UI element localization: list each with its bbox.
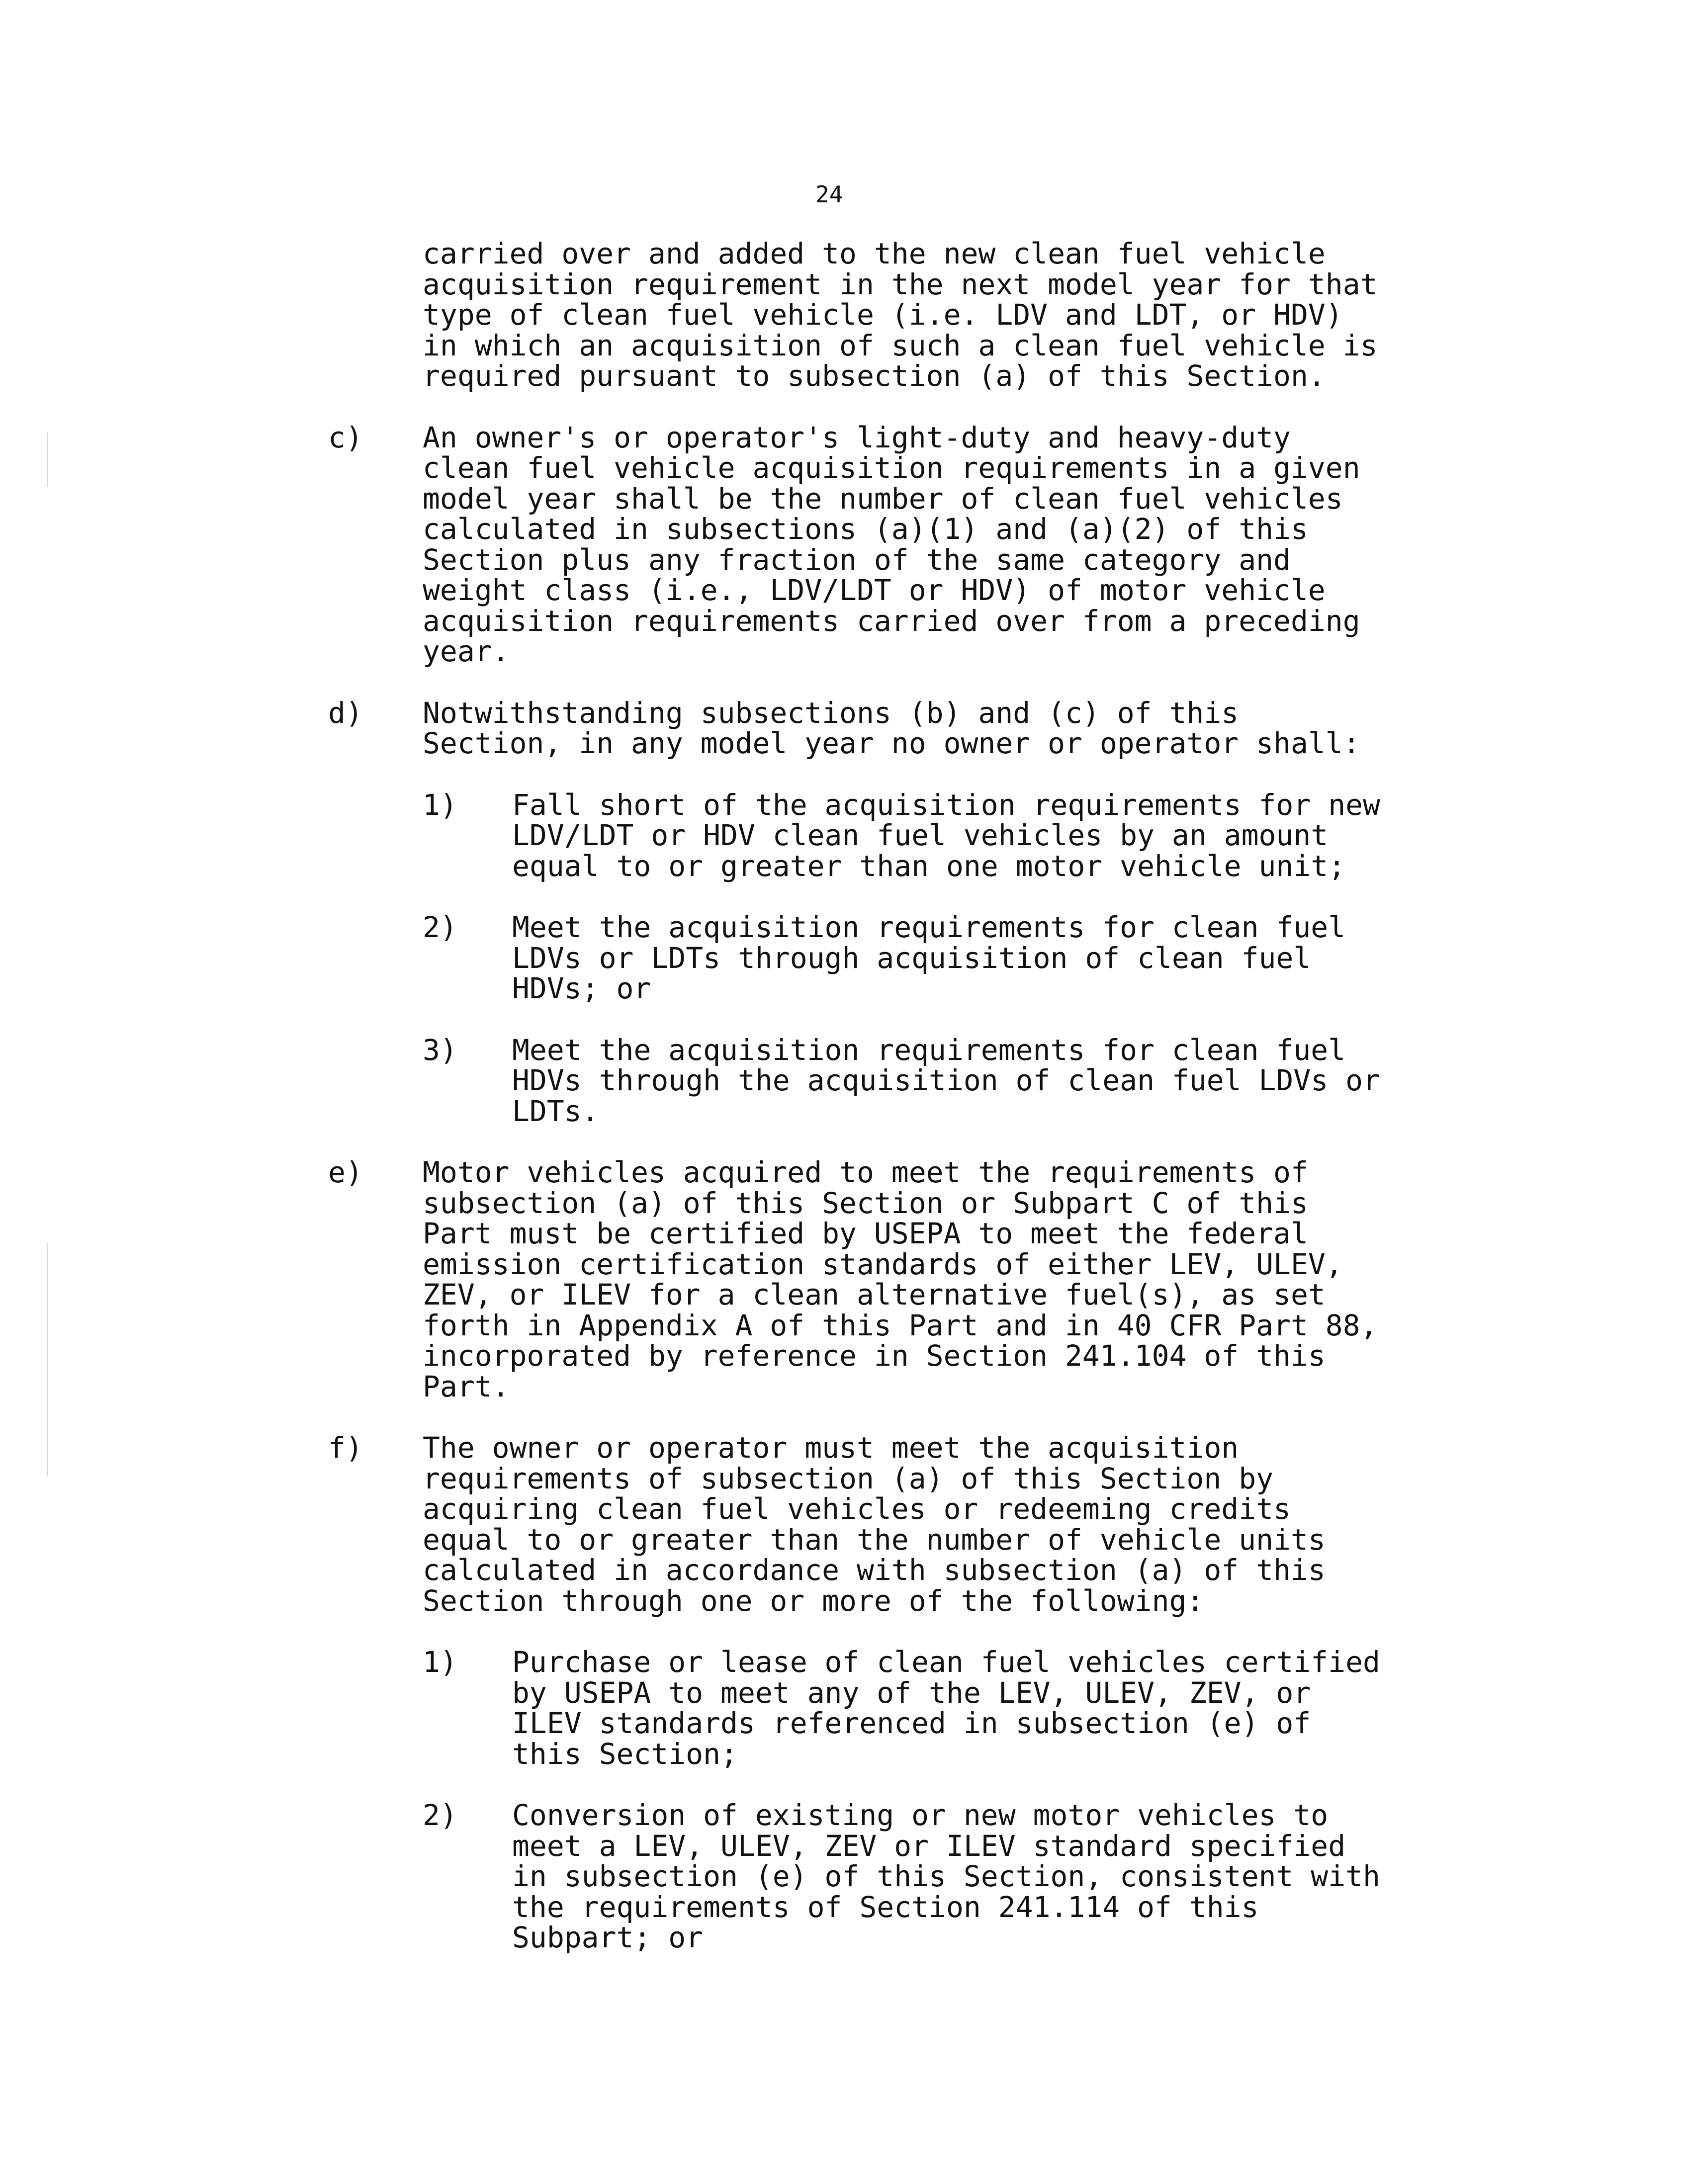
text-line: carried over and added to the new clean fuel vehicle [423,237,1326,270]
text-line: the requirements of Section 241.114 of this [512,1890,1259,1924]
text-line: LDTs. [512,1094,599,1128]
section-label: e) [328,1155,363,1189]
item-label: 1) [423,1645,457,1679]
section-e [298,1157,1502,1402]
text-line: equal to or greater than one motor vehicle unit; [512,849,1346,883]
section-c [298,420,1502,668]
text-line: Meet the acquisition requirements for clean fuel [512,1033,1346,1067]
text-line: clean fuel vehicle acquisition requirements in a given [423,451,1360,485]
section-f-item-1 [298,1647,1502,1769]
section-d-item-3 [298,1035,1502,1127]
section-d [298,698,1502,759]
section-d-item-2 [298,912,1502,1004]
item-label: 2) [423,1798,457,1832]
text-line: incorporated by reference in Section 241.104 of this [423,1339,1326,1373]
document-body [298,239,1502,1984]
text-line: acquiring clean fuel vehicles or redeeming credits [423,1492,1291,1526]
text-line: meet a LEV, ULEV, ZEV or ILEV standard specified [512,1829,1346,1863]
text-line: by USEPA to meet any of the LEV, ULEV, ZEV, or [512,1675,1311,1710]
text-line: calculated in accordance with subsection (a) of this [423,1553,1326,1587]
text-line: HDVs through the acquisition of clean fuel LDVs or [512,1063,1380,1097]
page-number: 24 [815,181,843,208]
text-line: Fall short of the acquisition requirements for new [512,787,1380,822]
text-line: type of clean fuel vehicle (i.e. LDV and LDT, or HDV) [423,298,1343,332]
section-label: f) [328,1431,363,1465]
text-line: calculated in subsections (a)(1) and (a)(2) of this [423,512,1308,546]
section-f-item-2 [298,1800,1502,1953]
text-line: emission certification standards of either LEV, ULEV, [423,1247,1343,1281]
text-line: equal to or greater than the number of vehicle units [423,1522,1326,1557]
text-line: HDVs; or [512,971,651,1005]
text-line: subsection (a) of this Section or Subpart C of this [423,1186,1308,1220]
text-line: An owner's or operator's light-duty and heavy-duty [423,420,1291,454]
text-line: Section plus any fraction of the same category and [423,542,1291,577]
margin-mark [47,1243,48,1477]
margin-mark [47,433,48,487]
text-line: model year shall be the number of clean fuel vehicles [423,481,1343,516]
text-line: The owner or operator must meet the acquisition [423,1431,1239,1465]
section-label: c) [328,420,363,454]
text-line: required pursuant to subsection (a) of this Section. [423,359,1326,393]
text-line: Notwithstanding subsections (b) and (c) of this [423,696,1239,730]
text-line: forth in Appendix A of this Part and in 40 CFR Part 88, [423,1308,1378,1342]
text-line: year. [423,634,510,668]
text-line: Part. [423,1369,510,1403]
item-label: 2) [423,910,457,944]
text-line: Section, in any model year no owner or operator shall: [423,726,1360,760]
text-line: in which an acquisition of such a clean fuel vehicle is [423,328,1378,362]
text-line: Meet the acquisition requirements for clean fuel [512,910,1346,944]
text-line: Motor vehicles acquired to meet the requirements of [423,1155,1308,1189]
text-line: acquisition requirements carried over from a preceding [423,604,1360,638]
text-line: acquisition requirement in the next model year for that [423,267,1378,301]
section-f [298,1433,1502,1616]
text-line: Conversion of existing or new motor vehicles to [512,1798,1329,1832]
section-label: d) [328,696,363,730]
text-line: weight class (i.e., LDV/LDT or HDV) of motor vehicle [423,573,1326,607]
text-line: Purchase or lease of clean fuel vehicles certified [512,1645,1380,1679]
text-line: Subpart; or [512,1921,704,1954]
item-label: 1) [423,787,457,822]
text-line: requirements of subsection (a) of this Section by [423,1461,1274,1495]
text-line: in subsection (e) of this Section, consistent with [512,1859,1380,1893]
text-line: LDV/LDT or HDV clean fuel vehicles by an amount [512,818,1329,852]
text-line: ILEV standards referenced in subsection (e) of [512,1706,1311,1740]
section-d-item-1 [298,787,1502,883]
text-line: this Section; [512,1737,738,1771]
text-line: Section through one or more of the following: [423,1583,1204,1618]
text-line: Part must be certified by USEPA to meet the federal [423,1217,1308,1250]
text-line: LDVs or LDTs through acquisition of clean fuel [512,941,1311,975]
item-label: 3) [423,1033,457,1067]
continuation-paragraph [298,239,1502,392]
text-line: ZEV, or ILEV for a clean alternative fuel(s), as set [423,1278,1326,1311]
